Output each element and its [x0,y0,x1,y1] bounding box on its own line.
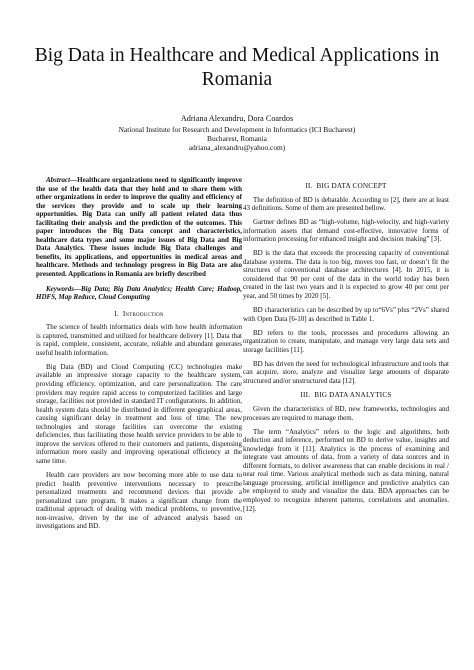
paper-title: Big Data in Healthcare and Medical Applications in Romania [34,45,440,90]
section-heading-introduction [36,310,242,319]
abstract [36,176,242,279]
paragraph: Big Data (BD) and Cloud Computing (CC) technologies make available an impressive storage capacity to the healthcare system, providing efficiency, optimization, and care personalization. The care providers may require rapid access to computerized facilities and large storage, facilities not provided in standard IT configurations. In addition, health system data should be distributed in different geographical areas, causing significant delay in treatment and loss of time. The new technologies and storage facilities can overcome the existing deficiencies, thus facilitating those health service providers to be able to improve the services offered to their customers and patients, dispensing information more easily and improving operational efficiency at the same time. [36,362,242,465]
paragraph: Health care providers are now becoming more able to use data to predict health preventive interventions necessary to prescribe personalized treatments and recommend devices that provide a personalized care program. It makes a significant change from the traditional approach of dealing with medical problems, to preventive, non-invasive, driven by the use of advanced analysis based on investigations and BD. [36,470,242,531]
left-column [36,176,242,536]
section-heading-big-data-analytics [243,391,449,400]
paragraph: BD refers to the tools, processes and procedures allowing an organization to create, manipulate, and manage very large data sets and storage facilities [11]. [243,328,449,354]
section-title: BIG DATA CONCEPT [316,182,387,190]
section-title: BIG DATA ANALYTICS [314,391,392,400]
section-title: Introduction [122,309,164,318]
abstract-text: Healthcare organizations need to significantly improve the use of the health data that they hold and to share them with other organizations in order to improve the quality and efficiency of the services they provide and to scale up their learning opportunities. Big Data can unify all patient related data thus facilitating their analysis and the prediction of the outcomes. This paper introduces the Big Data concept and characteristics, healthcare data types and some major issues of Big Data and Big Data Analytics. These issues include Big Data challenges and benefits, its applications, and opportunities in medical areas and healthcare. Methods and technology progress in Big Data are also presented. Applications in Romania are briefly described [36,176,242,279]
section-heading-big-data-concept [243,182,449,191]
paragraph: Gartner defines BD as “high-volume, high-velocity, and high-variety information assets that demand cost-effective, innovative forms of information processing for enhanced insight and decision making” [3]. [243,218,449,244]
abstract-label: Abstract— [46,176,78,184]
paragraph: The definition of BD is debatable. According to [2], there are at least 43 definitions. Some of them are presented bellow. [243,195,449,213]
paragraph: BD has driven the need for technological infrastructure and tools that can acquire, store, analyze and visualize large amounts of disparate structured and/or unstructured data [12]. [243,359,449,385]
section-numeral: I. [114,309,119,318]
affiliation-block [20,125,454,152]
paragraph: BD is the data that exceeds the processing capacity of conventional database systems. The data is too big, moves too fast, or doesn’t fit the structures of conventional database architectures [4]. In 2015, it is considered that 90 per cent of the data in the world today has been created in the last two years and it is expected to grow 40 per cent per year, and 50 times by 2020 [5]. [243,249,449,301]
affiliation-email: adriana_alexandru@yahoo.com) [188,143,286,152]
keywords: Keywords—Big Data; Big Data Analytics; Health Care; Hadoop, HDFS, Map Reduce, Cloud Computing [36,284,242,302]
paragraph: The science of health informatics deals with how health information is captured, transmitted and utilized for healthcare delivery [1]. Data that is rapid, complete, consistent, accurate, reliable and abundant generates useful health information. [36,323,242,357]
paragraph: The term “Analytics” refers to the logic and algorithms, both deduction and inference, performed on BD to derive value, insights and knowledge from it [11]. Analytics is the process of examining and integrate vast amounts of data, from a variety of data sources and in different formats, to deliver awareness that can enable decisions in real / near real time. Various analytical methods such as data mining, natural language processing, artificial intelligence and predictive analytics can be employed to study and visualize the data. BDA approaches can be employed to recognize inherent patterns, correlations and anomalies. [12]. [243,427,449,513]
paragraph: Given the characteristics of BD, new frameworks, technologies and processes are required to manage them. [243,404,449,422]
paragraph: BD characteristics can be described by up to“6Vs” plus “2Vs” shared with Open Data [6-10] as described in Table 1. [243,306,449,323]
section-numeral: III. [300,391,311,400]
section-numeral: II. [305,182,313,190]
affiliation-city: Bucharest, Romania [207,134,267,143]
author-names: Adriana Alexandru, Dora Coardos [180,114,294,123]
affiliation-institute: National Institute for Research and Development in Informatics (ICI Bucharest) [118,125,356,134]
right-column [243,176,449,519]
